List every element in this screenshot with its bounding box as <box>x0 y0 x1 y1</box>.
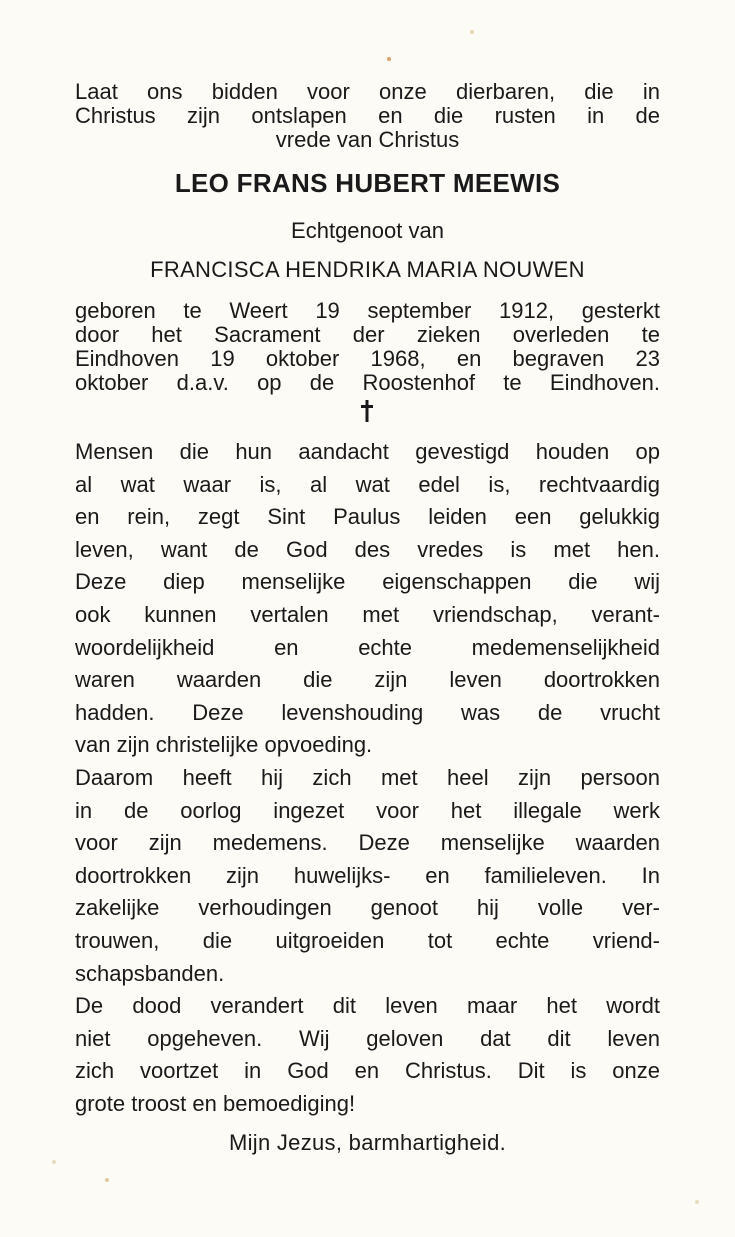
latin-cross-icon <box>361 400 373 422</box>
eulogy-line: hadden. Deze levenshouding was de vrucht <box>75 699 660 725</box>
paper-speck <box>387 57 391 61</box>
deceased-name: LEO FRANS HUBERT MEEWIS <box>174 168 561 198</box>
eulogy-line: De dood verandert dit leven maar het wordt <box>75 993 660 1019</box>
eulogy-line: al wat waar is, al wat edel is, rechtvaardig <box>75 471 660 497</box>
eulogy-line: zich voortzet in God en Christus. Dit is onze <box>75 1058 660 1084</box>
eulogy-line: en rein, zegt Sint Paulus leiden een gelukkig <box>75 504 660 530</box>
eulogy-line: voor zijn medemens. Deze menselijke waarden <box>75 830 660 856</box>
spouse-name: FRANCISCA HENDRIKA MARIA NOUWEN <box>150 257 585 282</box>
eulogy-line: Daarom heeft hij zich met heel zijn persoon <box>75 764 660 790</box>
paper-speck <box>470 30 474 34</box>
dates-line: Eindhoven 19 oktober 1968, en begraven 23 <box>75 346 660 371</box>
paper-speck <box>52 1160 56 1164</box>
eulogy-line: woordelijkheid en echte medemenselijkheid <box>75 634 660 660</box>
eulogy-line: Deze diep menselijke eigenschappen die wij <box>75 569 660 595</box>
eulogy-line: zakelijke verhoudingen genoot hij volle ver- <box>75 895 660 921</box>
eulogy-line: in de oorlog ingezet voor het illegale werk <box>75 797 660 823</box>
dates-line: door het Sacrament der zieken overleden te <box>75 322 660 347</box>
eulogy-line: Mensen die hun aandacht gevestigd houden op <box>75 439 660 464</box>
eulogy-line: leven, want de God des vredes is met hen. <box>75 536 660 562</box>
eulogy-line: van zijn christelijke opvoeding. <box>75 732 373 758</box>
closing-prayer: Mijn Jezus, barmhartigheid. <box>228 1130 507 1155</box>
eulogy-line: doortrokken zijn huwelijks- en familieleven. In <box>75 862 660 888</box>
intro-line: vrede van Christus <box>275 127 460 152</box>
eulogy-line: grote troost en bemoediging! <box>75 1090 356 1116</box>
eulogy-line: schapsbanden. <box>75 960 225 986</box>
birth-death-details <box>75 299 660 395</box>
spouse-label: Echtgenoot van <box>291 218 444 243</box>
eulogy-text <box>75 436 660 1120</box>
eulogy-line: ook kunnen vertalen met vriendschap, verant- <box>75 601 660 627</box>
intro-prayer <box>75 80 660 152</box>
dates-line: geboren te Weert 19 september 1912, gesterkt <box>75 298 660 323</box>
paper-speck <box>105 1178 109 1182</box>
eulogy-line: niet opgeheven. Wij geloven dat dit leven <box>75 1025 660 1051</box>
eulogy-line: trouwen, die uitgroeiden tot echte vriend- <box>75 927 660 953</box>
intro-line: Christus zijn ontslapen en die rusten in de <box>75 103 660 128</box>
intro-line: Laat ons bidden voor onze dierbaren, die in <box>75 79 660 104</box>
eulogy-line: waren waarden die zijn leven doortrokken <box>75 667 660 693</box>
dates-line: oktober d.a.v. op de Roostenhof te Eindhoven. <box>75 370 660 395</box>
paper-speck <box>695 1200 699 1204</box>
